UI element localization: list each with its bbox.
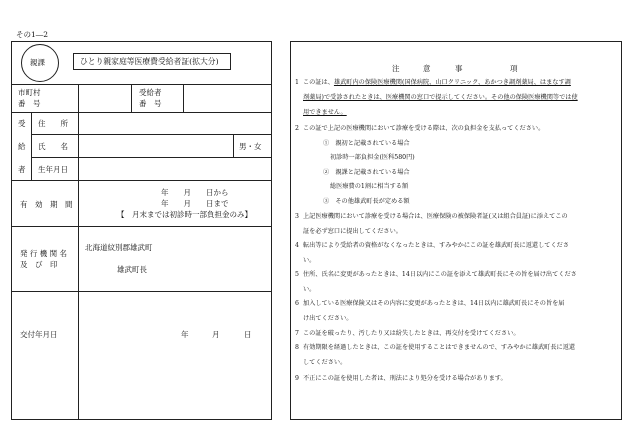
sex-field: 男・女: [239, 142, 262, 151]
note-number: 4: [295, 242, 299, 249]
note-line: [295, 243, 569, 249]
note-text: この証で上記の医療機関において診療を受ける際は、次の負担金を支払ってください。: [303, 125, 545, 132]
municipality-number-label: 市町村: [18, 88, 41, 97]
validity-to: 年 月 日まで: [161, 199, 229, 208]
note-line: [295, 141, 410, 147]
dob-label: 生年月日: [38, 165, 68, 174]
note-number: 8: [295, 344, 299, 351]
note-text: ② 親課と記載されている場合: [323, 169, 410, 176]
note-number: 1: [295, 79, 299, 86]
note-text: け出てください。: [303, 315, 353, 322]
notes-title-4: 項: [510, 64, 518, 73]
note-text: 住所、氏名に変更があったときは、14日以内にこの証を添えて雄武町長にその旨を届け出てくださ: [303, 271, 577, 278]
note-text: 不正にこの証を使用した者は、刑法により処分を受ける場合があります。: [303, 375, 507, 382]
note-line: [295, 258, 315, 264]
address-label: 住 所: [38, 119, 68, 128]
issue-month: 月: [212, 330, 220, 339]
note-text: ③ その他雄武町長が定める額: [323, 198, 410, 205]
issue-date-label: 交付年月日: [20, 330, 58, 339]
note-line: [295, 272, 577, 278]
rule: [31, 112, 32, 180]
rule: [11, 180, 272, 181]
note-text: この証を破ったり、汚したり又は紛失したときは、再交付を受けてください。: [303, 330, 520, 337]
note-number: 9: [295, 375, 299, 382]
issue-year: 年: [181, 330, 189, 339]
notes-title-1: 注: [392, 64, 400, 73]
rule: [11, 226, 272, 227]
note-text: 転出等により受給者の資格がなくなったときは、すみやかにこの証を雄武町長に返還してくださ: [303, 242, 570, 249]
note-line: [295, 229, 402, 235]
recipient-side-label-1: 受: [18, 119, 26, 128]
note-line: [295, 301, 565, 307]
validity-from: 年 月 日から: [161, 188, 229, 197]
rule: [131, 84, 132, 112]
card-title: ひとり親家庭等医療費受給者証(拡大分): [80, 57, 219, 66]
note-text: ① 親初と記載されている場合: [323, 140, 410, 147]
validity-label: 有 効 期 間: [20, 200, 73, 209]
note-text: してください。: [303, 359, 347, 366]
note-line: [295, 316, 353, 322]
issuer-label-2: 及 び 印: [20, 260, 58, 269]
note-text: 初診時一部負担金(医科580円): [330, 154, 415, 161]
recipient-card: [11, 41, 272, 420]
note-line: [295, 126, 544, 132]
note-line: [295, 110, 347, 116]
note-line: [295, 155, 415, 161]
note-underlined-text: 雄武町内の保険医療機関(国保病院、山口クリニック、あかつき調剤薬局、はまなす調: [333, 79, 571, 86]
note-line: [295, 199, 410, 205]
note-text: 有効期限を経過したときは、この証を使用することはできませんので、すみやかに雄武町長に返還: [303, 344, 576, 351]
note-line: [295, 170, 410, 176]
issue-day: 日: [244, 330, 252, 339]
note-line: [295, 345, 575, 351]
note-text: この証は、: [303, 79, 334, 86]
form-code: その1―2: [16, 30, 49, 39]
note-text: 加入している医療保険又はその内容に変更があったときは、14日以内に雄武町長にその旨を届: [303, 300, 565, 307]
rule: [31, 157, 272, 158]
note-text: 総医療費の1割に相当する額: [330, 183, 409, 190]
recipient-number-label: 受給者: [139, 88, 162, 97]
note-number: 3: [295, 213, 299, 220]
municipality-number-label-2: 番 号: [18, 99, 41, 108]
note-line: [295, 80, 571, 86]
rule: [233, 134, 234, 157]
note-line: [295, 376, 507, 382]
notes-title-3: 事: [455, 64, 463, 73]
note-number: 7: [295, 330, 299, 337]
note-line: [295, 287, 315, 293]
rule: [31, 134, 272, 135]
validity-note: 【 月末までは初診時一部負担金のみ】: [117, 210, 252, 219]
rule: [11, 291, 272, 292]
recipient-number-label-2: 番 号: [139, 99, 162, 108]
note-text: い。: [303, 257, 316, 264]
recipient-side-label-2: 給: [18, 142, 26, 151]
rule: [11, 112, 272, 113]
issuer-mayor: 雄武町長: [117, 265, 147, 274]
note-line: [295, 95, 578, 101]
issuer-label: 発 行 機 関 名: [20, 249, 68, 258]
note-number: 5: [295, 271, 299, 278]
note-number: 2: [295, 125, 299, 132]
notes-title-2: 意: [423, 64, 431, 73]
stamp-label: 親課: [30, 58, 45, 67]
name-label: 氏 名: [38, 142, 68, 151]
note-text: い。: [303, 286, 316, 293]
rule: [11, 84, 272, 85]
note-number: 6: [295, 300, 299, 307]
note-line: [295, 360, 346, 366]
rule: [183, 84, 184, 112]
note-line: [295, 184, 408, 190]
issuer-address: 北海道紋別郡雄武町: [85, 243, 153, 252]
note-text: 証を必ず窓口に提出してください。: [303, 228, 402, 235]
recipient-side-label-3: 者: [18, 165, 26, 174]
note-underlined-text: 剤薬局)で受診されたときは、医療機関の窓口で提示してください。その他の保険医療機関等では使: [303, 94, 578, 101]
note-text: 上記医療機関において診療を受ける場合は、医療保険の被保険者証(又は組合員証)に添えてこの: [303, 213, 568, 220]
note-underlined-text: 用できません。: [303, 109, 347, 116]
note-line: [295, 331, 520, 337]
rule: [78, 84, 79, 420]
note-line: [295, 214, 568, 220]
